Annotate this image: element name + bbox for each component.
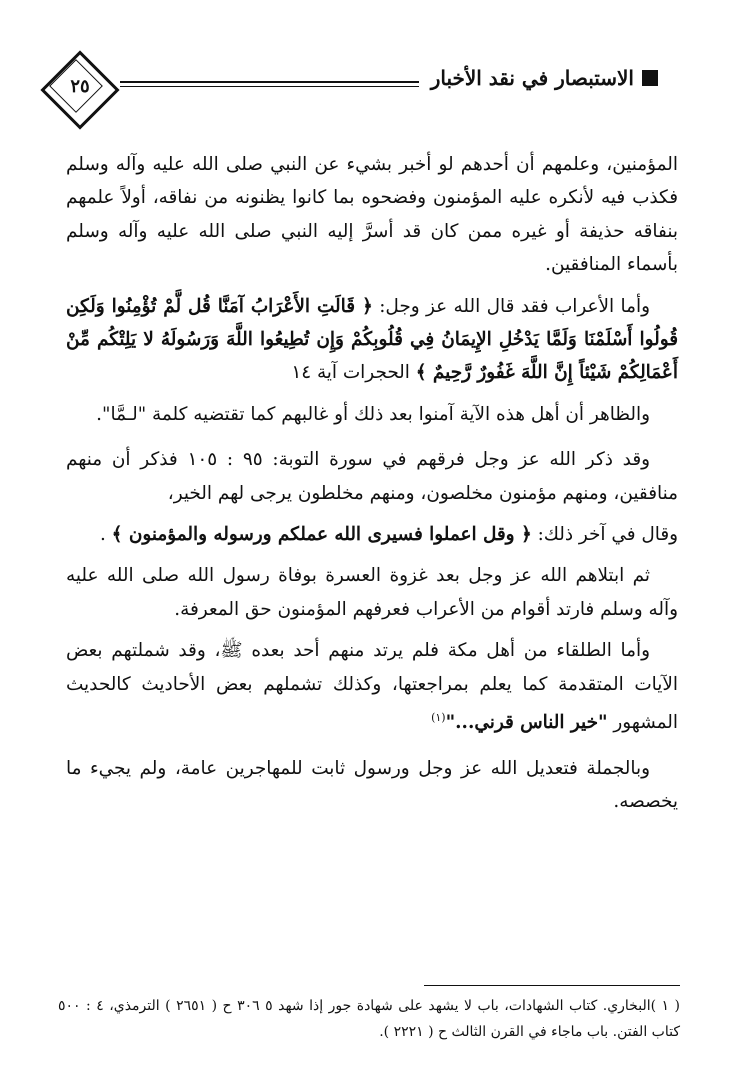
paragraph-2 [66, 290, 678, 390]
running-header [40, 58, 658, 120]
paragraph-5-end: . [99, 524, 112, 546]
header-title-group [419, 66, 658, 90]
paragraph-2-intro: وأما الأعراب فقد قال الله عز وجل: [372, 295, 650, 317]
footnote: ( ١ )البخاري. كتاب الشهادات، باب لا يشهد على شهادة جور إذا شهد ٥ ٣٠٦ ح ( ٢٦٥١ ) الترمذي، ٤ : ٥٠٠ كتاب الفتن. باب ماجاء في القرن الثالث ح ( ٢٢٢١ ). [58, 998, 680, 1040]
footnote-marker: (١) [431, 711, 446, 725]
page-number: ٢٥ [70, 76, 90, 97]
black-square-icon [642, 70, 658, 86]
hadith-quote: "خير الناس قرني..." [445, 712, 608, 734]
paragraph-4: وقد ذكر الله عز وجل فرقهم في سورة التوبة: ٩٥ : ١٠٥ فذكر أن منهم منافقين، ومنهم مؤمنون مخلصون، ومنهم مخلطون يرجى لهم الخير، [66, 449, 678, 504]
paragraph-5 [66, 518, 678, 551]
book-title: الاستبصار في نقد الأخبار [430, 66, 634, 90]
paragraph-5-intro: وقال في آخر ذلك: [531, 524, 678, 546]
paragraph-1: المؤمنين، وعلمهم أن أحدهم لو أخبر بشيء عن النبي صلى الله عليه وآله وسلم فكذب فيه لأنكره عليه المؤمنون وفضحوه بما كانوا يظنونه من نفاقه، أولاً علمهم بنفاقه حذيفة أو غيره ممن كان قد أسرَّ إليه النبي صلى الله عليه وآله وسلم بأسماء المنافقين. [66, 154, 678, 276]
footnote-separator [424, 985, 680, 986]
paragraph-8: وبالجملة فتعديل الله عز وجل ورسول ثابت للمهاجرين عامة، ولم يجيء ما يخصصه. [66, 757, 678, 813]
page-number-badge [52, 62, 104, 114]
quran-verse-tawbah: ﴿ وقل اعملوا فسيرى الله عملكم ورسوله والمؤمنون ﴾ [111, 524, 532, 546]
paragraph-7 [66, 634, 678, 739]
verse-reference: الحجرات آية ١٤ [291, 362, 416, 384]
paragraph-7-intro: وأما الطلقاء من أهل مكة فلم يرتد منهم أحد بعده ﷺ، وقد شملتهم بعض الآيات المتقدمة كما يعلم بمراجعتها، وكذلك تشملهم بعض الأحاديث كالحديث المشهور [66, 640, 678, 734]
page-body [66, 148, 678, 826]
paragraph-6: ثم ابتلاهم الله عز وجل بعد غزوة العسرة بوفاة رسول الله صلى الله عليه وآله وسلم فارتد أقوام من الأعراب فعرفهم المؤمنون حق المعرفة. [66, 565, 678, 620]
quran-verse-hujurat: ﴿ قَالَتِ الأَعْرَابُ آمَنَّا قُل لَّمْ تُؤْمِنُوا وَلَكِن قُولُوا أَسْلَمْنَا وَلَمَّا يَدْخُلِ الإِيمَانُ فِي قُلُوبِكُمْ وَإِن تُطِيعُوا اللَّهَ وَرَسُولَهُ لا يَلِتْكُم مِّنْ أَعْمَالِكُمْ شَيْئاً إِنَّ اللَّهَ غَفُورٌ رَّحِيمٌ ﴾ [66, 295, 678, 384]
paragraph-3: والظاهر أن أهل هذه الآية آمنوا بعد ذلك أو غالبهم كما تقتضيه كلمة "لـمَّا". [96, 403, 650, 425]
